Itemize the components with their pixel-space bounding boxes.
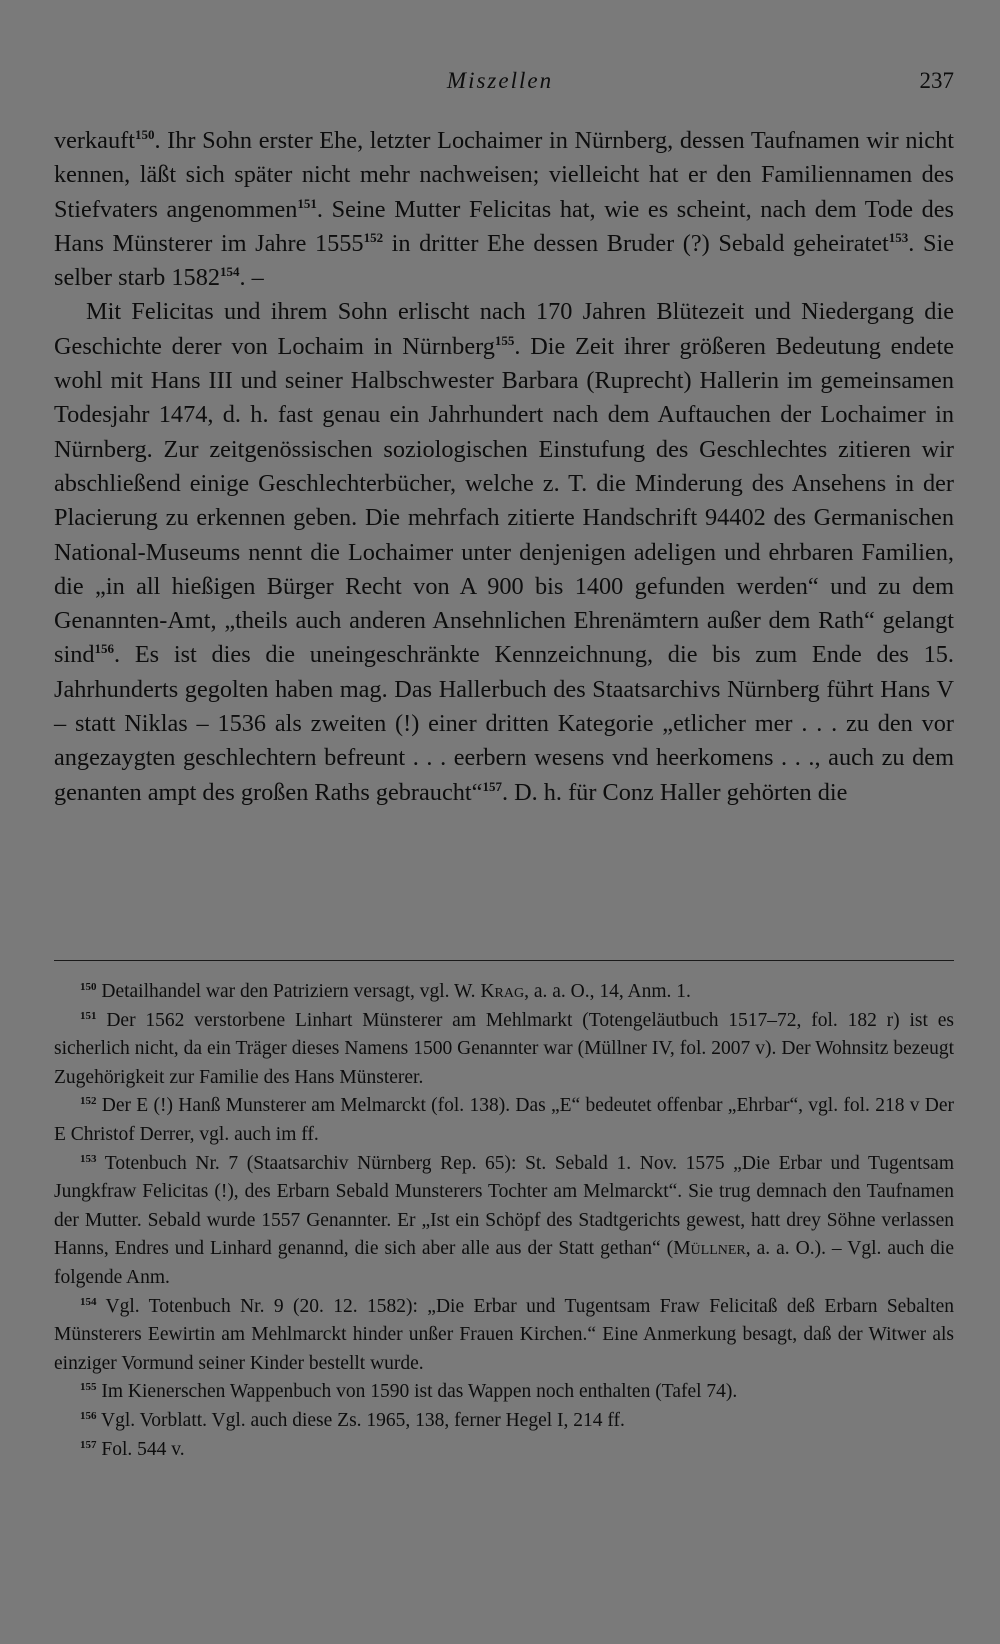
footnote-text: Im Kienerschen Wappenbuch von 1590 ist das Wappen noch enthalten (Tafel 74).	[101, 1381, 738, 1403]
footnote-number: 153	[80, 1152, 97, 1165]
footnote-number: 157	[80, 1438, 97, 1451]
running-title: Miszellen	[446, 68, 554, 93]
footnote-ref: 153	[888, 229, 909, 245]
footnote	[54, 1007, 954, 1093]
footnotes	[54, 978, 954, 1464]
page-header	[0, 62, 1000, 98]
page-number: 237	[919, 68, 954, 93]
footnote-text: Totenbuch Nr. 7 (Staatsarchiv Nürnberg Rep. 65): St. Sebald 1. Nov. 1575 „Die Erbar und Tugentsam Jungkfraw Felicitas (!), des Erbarn Sebald Munsterers Tochter am Melmarckt“. Sie trug demnach den Taufnamen der Mutter. Sebald wurde 1557 Genannter. Er „Ist ein Schöpf des Stadtgerichts gewest, hatt drey Söhne verlassen Hanns, Endres und Linhard genannd, die sich aber alle aus der Statt gethan“ (	[54, 1152, 954, 1260]
text-run: . Sie selber starb 1582	[54, 229, 954, 292]
text-run: . Die Zeit ihrer größeren Bedeutung endete wohl mit Hans III und seiner Halbschwester Barbara (Ruprecht) Hallerin im gemeinsamen Todesjahr 1474, d. h. fast genau ein Jahrhundert nach dem Auftauchen der Lochaimer in Nürnberg. Zur zeitgenössischen soziologischen Einstufung des Geschlechtes zitieren wir abschließend einige Geschlechterbücher, welche z. T. die Minderung des Ansehens in der Placierung zu erkennen geben. Die mehrfach zitierte Handschrift 94402 des Germanischen National-Museums nennt die Lochaimer unter denjenigen adeligen und ehrbaren Familien, die „in all hießigen Bürger Recht von A 900 bis 1400 gefunden werden“ und zu dem Genannten-Amt, „theils auch anderen Ansehnlichen Ehrenämtern außer dem Rath“ gelangt sind	[54, 332, 954, 669]
author-name: Krag	[480, 981, 525, 1002]
footnote	[54, 1150, 954, 1293]
text-run: verkauft	[54, 127, 135, 154]
footnote-ref: 155	[494, 332, 515, 348]
footnote	[54, 1407, 954, 1436]
text-run: in dritter Ehe dessen Bruder (?) Sebald geheiratet	[383, 229, 889, 257]
footnote-text: Vgl. Vorblatt. Vgl. auch diese Zs. 1965, 138, ferner Hegel I, 214 ff.	[101, 1409, 625, 1431]
footnote-text: Der 1562 verstorbene Linhart Münsterer am Mehlmarkt (Totengeläutbuch 1517–72, fol. 182 r) ist es sicherlich nicht, da ein Träger dieses Namens 1500 Genannter war (Müllner IV, fol. 2007 v). Der Wohnsitz bezeugt Zugehörigkeit zur Familie des Hans Münsterer.	[54, 1009, 954, 1088]
footnote-ref: 157	[482, 778, 502, 794]
text-run: . Seine Mutter Felicitas hat, wie es scheint, nach dem Tode des Hans Münsterer im Jahre 1555	[54, 195, 955, 257]
footnote-number: 154	[80, 1295, 97, 1308]
text-run: Mit Felicitas und ihrem Sohn erlischt nach 170 Jahren Blütezeit und Niedergang die Geschichte derer von Lochaim in Nürnberg	[54, 298, 954, 360]
footnote-text: Vgl. Totenbuch Nr. 9 (20. 12. 1582): „Die Erbar und Tugentsam Fraw Felicitaß deß Erbarn Sebalten Münsterers Eewirtin am Mehlmarckt hinder unßer Frauen Kirchen.“ Eine Anmerkung besagt, daß der Witwer als einziger Vormund seiner Kinder bestellt wurde.	[54, 1295, 954, 1374]
footnote-ref: 152	[363, 229, 384, 245]
footnote-ref: 150	[134, 127, 155, 142]
footnote-divider	[54, 960, 954, 961]
footnote	[54, 1092, 954, 1149]
paragraph-1	[54, 124, 954, 295]
paragraph-2	[54, 295, 954, 809]
footnote-ref: 156	[94, 641, 115, 657]
footnote-number: 150	[80, 981, 97, 993]
footnote-number: 152	[80, 1095, 97, 1108]
footnote-ref: 151	[297, 195, 317, 211]
footnote	[54, 1436, 954, 1465]
footnote-text: Detailhandel war den Patriziern versagt, vgl. W.	[101, 981, 481, 1002]
text-run: . Es ist dies die uneingeschränkte Kennzeichnung, die bis zum Ende des 15. Jahrhunderts gegolten haben mag. Das Hallerbuch des Staatsarchivs Nürnberg führt Hans V – statt Niklas – 1536 als zweiten (!) einer dritten Kategorie „etlicher mer . . . zu den vor angezaygten geschlechtern befreunt . . . eerbern wesens vnd heerkomens . . ., auch zu dem genanten ampt des großen Raths gebraucht“	[54, 641, 954, 806]
text-run: . Ihr Sohn erster Ehe, letzter Lochaimer in Nürnberg, dessen Taufnamen wir nicht kennen, läßt sich später nicht mehr nachweisen; vielleicht hat er den Familiennamen des Stiefvaters angenommen	[54, 127, 954, 223]
footnote	[54, 1378, 954, 1407]
footnote-number: 156	[80, 1409, 97, 1422]
footnote-number: 151	[80, 1009, 97, 1022]
footnote-text: , a. a. O.). – Vgl. auch die folgende Anm.	[54, 1238, 955, 1288]
footnote-number: 155	[80, 1381, 97, 1394]
footnote	[54, 1293, 954, 1379]
footnote-ref: 154	[220, 264, 240, 280]
footnote-text: Fol. 544 v.	[101, 1438, 185, 1460]
text-run: . D. h. für Conz Haller gehörten die	[501, 778, 848, 806]
footnote-text: , a. a. O., 14, Anm. 1.	[524, 981, 691, 1002]
footnote	[54, 978, 954, 1007]
text-run: . –	[239, 264, 264, 292]
main-text	[54, 124, 954, 810]
author-name: Müllner	[673, 1238, 746, 1260]
footnote-text: Der E (!) Hanß Munsterer am Melmarckt (fol. 138). Das „E“ bedeutet offenbar „Ehrbar“, vgl. fol. 218 v Der E Christof Derrer, vgl. auch im ff.	[54, 1095, 954, 1145]
